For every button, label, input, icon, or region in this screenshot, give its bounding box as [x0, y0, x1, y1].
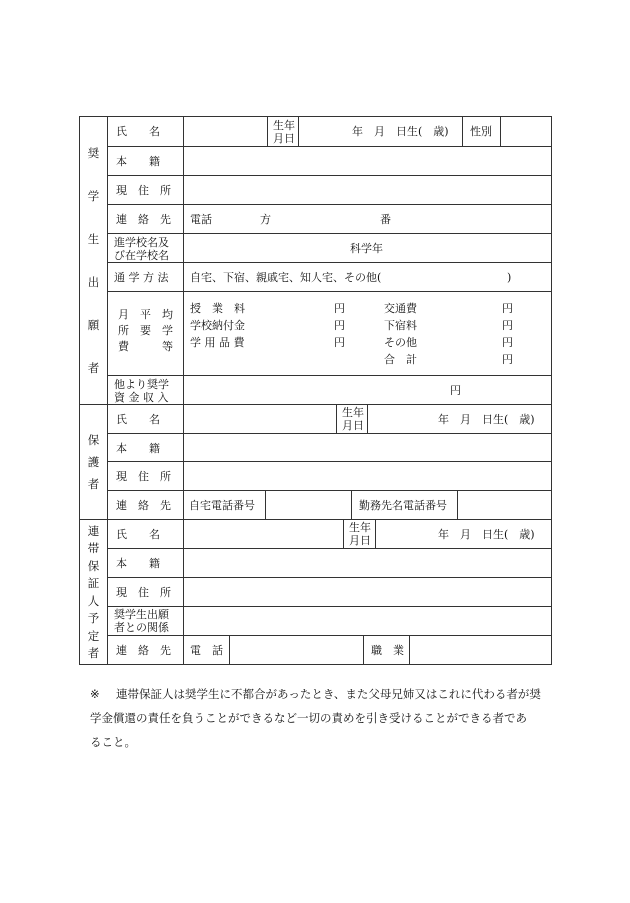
note-line: 連帯保証人は奨学生に不都合があったとき、また父母兄姉又はこれに代わる者が奨: [116, 687, 541, 701]
applicant-sex-field[interactable]: [501, 117, 552, 147]
guardian-name-label: 氏 名: [116, 413, 160, 426]
guardian-home-phone-field[interactable]: [266, 491, 352, 520]
guarantor-phone-label: 電 話: [190, 644, 223, 657]
applicant-section-char: 生: [87, 232, 100, 246]
guardian-section-char: 保: [87, 433, 100, 447]
applicant-contact-field[interactable]: [184, 205, 552, 234]
applicant-honseki-label: 本 籍: [116, 155, 160, 168]
guardian-section-char: 者: [87, 477, 100, 491]
applicant-phone-kata: 方: [260, 213, 271, 226]
guarantor-birth-value: 年 月 日生( 歳): [438, 528, 535, 541]
applicant-section-char: 学: [87, 189, 100, 203]
guardian-birth-label-cell: [337, 405, 368, 434]
applicant-commute-field[interactable]: [184, 263, 552, 292]
applicant-honseki-label-cell: [108, 147, 184, 176]
applicant-address-label: 現 住 所: [116, 184, 171, 197]
note-body: [90, 682, 541, 754]
guarantor-birth-field[interactable]: [376, 520, 552, 549]
guarantor-job-label: 職 業: [371, 644, 404, 657]
guardian-address-label: 現 住 所: [116, 470, 171, 483]
applicant-contact-label-cell: [108, 205, 184, 234]
guarantor-contact-label: 連 絡 先: [116, 644, 171, 657]
guarantor-section-char: 定: [87, 628, 100, 643]
other-income-yen: 円: [450, 384, 461, 397]
guardian-contact-label-cell: [108, 491, 184, 520]
note-line: ること。: [90, 735, 136, 749]
guarantor-address-label: 現 住 所: [116, 586, 171, 599]
cost-item-tuition: 授 業 料: [190, 302, 245, 315]
applicant-section-char: 者: [87, 361, 100, 375]
guarantor-name-label: 氏 名: [116, 528, 160, 541]
guardian-work-phone-label: 勤務先名電話番号: [359, 499, 447, 512]
cost-label-1: 月 平 均: [118, 308, 173, 321]
guarantor-address-field[interactable]: [184, 578, 552, 607]
note-line: 学金償還の責任を負うことができるなど一切の責めを引き受けることができる者であ: [90, 711, 527, 725]
applicant-commute-label: 通 学 方 法: [114, 271, 169, 284]
birth-label-line1: 生年: [342, 406, 364, 419]
guarantor-job-label-cell: [364, 636, 410, 664]
cost-label-2: 所 要 学: [118, 324, 173, 337]
applicant-sex-label-cell: [463, 117, 501, 147]
guarantor-name-label-cell: [108, 520, 184, 549]
guarantor-phone-field[interactable]: [230, 636, 364, 664]
yen-mark: 円: [502, 319, 513, 332]
applicant-contact-label: 連 絡 先: [116, 213, 171, 226]
guardian-work-phone-field[interactable]: [458, 491, 552, 520]
applicant-commute-label-cell: [108, 263, 184, 292]
other-income-label-2: 資 金 収 入: [114, 391, 169, 404]
guardian-honseki-field[interactable]: [184, 434, 552, 462]
guarantor-honseki-label: 本 籍: [116, 557, 160, 570]
guarantor-address-label-cell: [108, 578, 184, 607]
cost-item-school-fee: 学校納付金: [190, 319, 245, 332]
guarantor-contact-label-cell: [108, 636, 184, 664]
applicant-section-char: 奨: [87, 146, 100, 160]
birth-label-line1: 生年: [273, 119, 295, 132]
guardian-honseki-label: 本 籍: [116, 442, 160, 455]
applicant-honseki-field[interactable]: [184, 147, 552, 176]
guarantor-honseki-field[interactable]: [184, 549, 552, 578]
guardian-section-label: [80, 405, 108, 520]
guardian-contact-label: 連 絡 先: [116, 499, 171, 512]
guardian-home-phone-label: 自宅電話番号: [189, 499, 255, 512]
applicant-cost-field[interactable]: [184, 292, 552, 376]
form-table: [79, 116, 552, 665]
yen-mark: 円: [334, 336, 345, 349]
applicant-commute-close: ): [507, 271, 512, 284]
guardian-birth-field[interactable]: [368, 405, 552, 434]
guarantor-section-char: 帯: [87, 541, 100, 556]
guarantor-relation-label-1: 奨学生出願: [114, 608, 169, 621]
other-income-label-1: 他より奨学: [114, 378, 169, 391]
yen-mark: 円: [334, 302, 345, 315]
birth-label-line2: 月日: [349, 534, 371, 547]
note-mark: ※: [90, 687, 100, 701]
guarantor-job-field[interactable]: [410, 636, 552, 664]
applicant-school-field[interactable]: [184, 234, 552, 263]
applicant-phone-ban: 番: [380, 213, 391, 226]
birth-label-line2: 月日: [342, 419, 364, 432]
applicant-section-label: [80, 117, 108, 405]
guarantor-section-char: 者: [87, 646, 100, 661]
cost-item-total: 合 計: [384, 353, 417, 366]
guardian-address-label-cell: [108, 462, 184, 491]
applicant-school-label-2: び在学校名: [114, 249, 169, 262]
cost-item-transport: 交通費: [384, 302, 417, 315]
applicant-section-char: 願: [87, 318, 100, 332]
guarantor-section-char: 証: [87, 576, 100, 591]
guardian-work-phone-label-cell: [352, 491, 458, 520]
applicant-other-income-field[interactable]: [184, 376, 552, 405]
yen-mark: 円: [502, 353, 513, 366]
guarantor-section-char: 連: [87, 523, 100, 538]
birth-label-line2: 月日: [273, 132, 295, 145]
applicant-name-field[interactable]: [184, 117, 268, 147]
applicant-birth-value: 年 月 日生( 歳): [352, 125, 449, 138]
applicant-commute-value: 自宅、下宿、親戚宅、知人宅、その他(: [190, 271, 382, 284]
applicant-school-label-cell: [108, 234, 184, 263]
yen-mark: 円: [334, 319, 345, 332]
guardian-name-label-cell: [108, 405, 184, 434]
guarantor-phone-label-cell: [184, 636, 230, 664]
applicant-school-value: 科学年: [350, 242, 383, 255]
guarantor-section-char: 保: [87, 558, 100, 573]
guardian-birth-value: 年 月 日生( 歳): [438, 413, 535, 426]
guarantor-birth-label-cell: [344, 520, 376, 549]
applicant-other-income-label-cell: [108, 376, 184, 405]
applicant-phone-text: 電話: [190, 213, 212, 226]
guarantor-honseki-label-cell: [108, 549, 184, 578]
cost-item-supplies: 学 用 品 費: [190, 336, 245, 349]
applicant-school-label-1: 進学校名及: [114, 236, 169, 249]
birth-label-line1: 生年: [349, 521, 371, 534]
applicant-sex-label: 性別: [470, 125, 492, 138]
guarantor-relation-label-cell: [108, 607, 184, 636]
guardian-section-char: 護: [87, 455, 100, 469]
guarantor-name-field[interactable]: [184, 520, 344, 549]
yen-mark: 円: [502, 336, 513, 349]
applicant-birth-field[interactable]: [299, 117, 463, 147]
guardian-name-field[interactable]: [184, 405, 337, 434]
cost-item-other: その他: [384, 336, 417, 349]
applicant-address-field[interactable]: [184, 176, 552, 205]
applicant-name-label-cell: [108, 117, 184, 147]
applicant-section-char: 出: [87, 275, 100, 289]
guarantor-relation-label-2: 者との関係: [114, 621, 169, 634]
cost-item-lodging: 下宿料: [384, 319, 417, 332]
applicant-cost-label-cell: [108, 292, 184, 376]
guarantor-section-char: 予: [87, 611, 100, 626]
guardian-home-phone-label-cell: [184, 491, 266, 520]
guarantor-section-label: [80, 520, 108, 664]
guardian-address-field[interactable]: [184, 462, 552, 491]
guardian-honseki-label-cell: [108, 434, 184, 462]
guarantor-relation-field[interactable]: [184, 607, 552, 636]
cost-label-3: 費 等: [118, 340, 173, 353]
applicant-address-label-cell: [108, 176, 184, 205]
applicant-birth-label-cell: [268, 117, 299, 147]
guarantor-section-char: 人: [87, 593, 100, 608]
yen-mark: 円: [502, 302, 513, 315]
applicant-name-label: 氏 名: [116, 125, 160, 138]
